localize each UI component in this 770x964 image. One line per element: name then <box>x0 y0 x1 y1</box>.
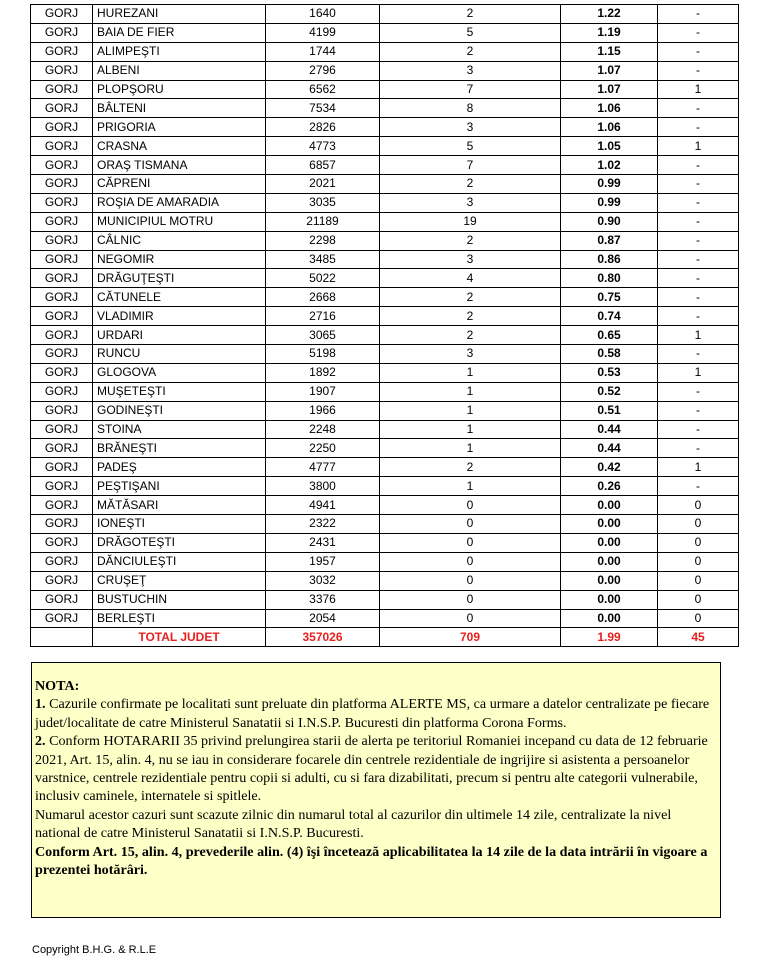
locality-cell: STOINA <box>93 420 266 439</box>
cases-cell: 7 <box>380 80 561 99</box>
table-row <box>31 193 739 212</box>
note-paragraph-3: Numarul acestor cazuri sunt scazute zilnic din numarul total al cazurilor din ultimele 14 zile, centralizate la nivel national de catre Ministerul Sanatatii si I.N.S.P. Bucuresti. <box>35 806 672 842</box>
cases-cell: 1 <box>380 420 561 439</box>
note-box <box>31 662 721 918</box>
cases-cell: 2 <box>380 175 561 194</box>
county-cell: GORJ <box>31 515 93 534</box>
note-paragraph-1 <box>35 695 717 732</box>
table-row <box>31 307 739 326</box>
locality-cell: CRASNA <box>93 137 266 156</box>
table-row <box>31 231 739 250</box>
foci-cell: 0 <box>658 515 739 534</box>
cases-cell: 2 <box>380 288 561 307</box>
note-paragraph-2 <box>35 732 717 806</box>
incidence-rate-cell: 0.44 <box>561 420 658 439</box>
table-row <box>31 515 739 534</box>
table-row <box>31 80 739 99</box>
population-cell: 21189 <box>266 212 380 231</box>
foci-cell: - <box>658 5 739 24</box>
county-cell: GORJ <box>31 345 93 364</box>
county-cell: GORJ <box>31 363 93 382</box>
population-cell: 2322 <box>266 515 380 534</box>
cases-cell: 0 <box>380 552 561 571</box>
foci-cell: - <box>658 212 739 231</box>
table-row <box>31 23 739 42</box>
county-cell: GORJ <box>31 269 93 288</box>
incidence-rate-cell: 0.00 <box>561 533 658 552</box>
population-cell: 2248 <box>266 420 380 439</box>
population-cell: 1640 <box>266 5 380 24</box>
population-cell: 5022 <box>266 269 380 288</box>
foci-cell: - <box>658 175 739 194</box>
incidence-rate-cell: 0.00 <box>561 515 658 534</box>
foci-cell: - <box>658 345 739 364</box>
foci-cell: - <box>658 250 739 269</box>
table-row <box>31 5 739 24</box>
county-cell: GORJ <box>31 288 93 307</box>
incidence-rate-cell: 0.53 <box>561 363 658 382</box>
population-cell: 1744 <box>266 42 380 61</box>
note-paragraph-4: Conform Art. 15, alin. 4, prevederile alin. (4) îşi încetează aplicabilitatea la 14 zile de la data intrării în vigoare a prezentei hotărâri. <box>35 843 708 879</box>
population-cell: 1907 <box>266 382 380 401</box>
incidence-rate-cell: 1.02 <box>561 156 658 175</box>
total-row <box>31 628 739 647</box>
county-cell: GORJ <box>31 458 93 477</box>
cases-cell: 3 <box>380 118 561 137</box>
population-cell: 3485 <box>266 250 380 269</box>
population-cell: 2716 <box>266 307 380 326</box>
table-row <box>31 552 739 571</box>
cases-cell: 2 <box>380 458 561 477</box>
locality-cell: DRĂGOTEŞTI <box>93 533 266 552</box>
note-paragraph-1-number: 1. <box>35 696 46 713</box>
population-cell: 3035 <box>266 193 380 212</box>
county-cell: GORJ <box>31 231 93 250</box>
incidence-rate-cell: 1.19 <box>561 23 658 42</box>
locality-cell: ROŞIA DE AMARADIA <box>93 193 266 212</box>
population-cell: 1957 <box>266 552 380 571</box>
foci-cell: 0 <box>658 609 739 628</box>
county-cell: GORJ <box>31 307 93 326</box>
county-cell: GORJ <box>31 99 93 118</box>
foci-cell: - <box>658 231 739 250</box>
incidence-rate-cell: 0.87 <box>561 231 658 250</box>
county-cell: GORJ <box>31 477 93 496</box>
cases-cell: 1 <box>380 477 561 496</box>
foci-cell: - <box>658 99 739 118</box>
cases-cell: 0 <box>380 571 561 590</box>
locality-cell: RUNCU <box>93 345 266 364</box>
locality-cell: MUNICIPIUL MOTRU <box>93 212 266 231</box>
population-cell: 7534 <box>266 99 380 118</box>
locality-cell: VLADIMIR <box>93 307 266 326</box>
county-cell: GORJ <box>31 496 93 515</box>
cases-cell: 0 <box>380 496 561 515</box>
foci-cell: 0 <box>658 552 739 571</box>
county-cell: GORJ <box>31 175 93 194</box>
cases-cell: 1 <box>380 382 561 401</box>
incidence-rate-cell: 0.90 <box>561 212 658 231</box>
population-cell: 4777 <box>266 458 380 477</box>
population-cell: 2054 <box>266 609 380 628</box>
cases-cell: 0 <box>380 515 561 534</box>
county-cell: GORJ <box>31 590 93 609</box>
table-row <box>31 288 739 307</box>
locality-cell: PLOPŞORU <box>93 80 266 99</box>
cases-cell: 7 <box>380 156 561 175</box>
foci-cell: - <box>658 269 739 288</box>
table-row <box>31 458 739 477</box>
foci-cell: - <box>658 193 739 212</box>
incidence-rate-cell: 0.75 <box>561 288 658 307</box>
foci-cell: - <box>658 23 739 42</box>
incidence-rate-cell: 0.65 <box>561 326 658 345</box>
table-row <box>31 590 739 609</box>
population-cell: 2298 <box>266 231 380 250</box>
locality-cell: URDARI <box>93 326 266 345</box>
foci-cell: 45 <box>658 628 739 647</box>
population-cell: 2431 <box>266 533 380 552</box>
incidence-rate-cell: 0.00 <box>561 590 658 609</box>
incidence-rate-cell: 0.86 <box>561 250 658 269</box>
incidence-rate-cell: 0.99 <box>561 175 658 194</box>
county-cell: GORJ <box>31 250 93 269</box>
foci-cell: 0 <box>658 533 739 552</box>
foci-cell: 1 <box>658 80 739 99</box>
cases-cell: 2 <box>380 231 561 250</box>
incidence-rate-cell: 1.22 <box>561 5 658 24</box>
foci-cell: 1 <box>658 326 739 345</box>
county-cell: GORJ <box>31 609 93 628</box>
population-cell: 2250 <box>266 439 380 458</box>
foci-cell: - <box>658 439 739 458</box>
foci-cell: - <box>658 401 739 420</box>
locality-cell: DĂNCIULEŞTI <box>93 552 266 571</box>
cases-cell: 0 <box>380 590 561 609</box>
population-cell: 2021 <box>266 175 380 194</box>
population-cell: 6562 <box>266 80 380 99</box>
foci-cell: - <box>658 42 739 61</box>
foci-cell: - <box>658 61 739 80</box>
locality-cell: PEŞTIŞANI <box>93 477 266 496</box>
population-cell: 2796 <box>266 61 380 80</box>
county-cell: GORJ <box>31 382 93 401</box>
county-cell: GORJ <box>31 401 93 420</box>
locality-cell: BUSTUCHIN <box>93 590 266 609</box>
note-title: NOTA: <box>35 678 80 694</box>
cases-cell: 19 <box>380 212 561 231</box>
note-paragraph-1-text: Cazurile confirmate pe localitati sunt preluate din platforma ALERTE MS, ca urmare a datelor centralizate pe fiecare judet/localitate de catre Ministerul Sanatatii si I.N.S.P. Bucuresti din platforma Corona Forms. <box>35 696 710 731</box>
population-cell: 1966 <box>266 401 380 420</box>
incidence-rate-cell: 0.51 <box>561 401 658 420</box>
county-cell: GORJ <box>31 439 93 458</box>
locality-cell: GODINEŞTI <box>93 401 266 420</box>
incidence-rate-cell: 1.06 <box>561 99 658 118</box>
table-row <box>31 420 739 439</box>
table-row <box>31 212 739 231</box>
population-cell: 4941 <box>266 496 380 515</box>
locality-cell: IONEŞTI <box>93 515 266 534</box>
cases-cell: 2 <box>380 326 561 345</box>
county-cell: GORJ <box>31 118 93 137</box>
cases-cell: 709 <box>380 628 561 647</box>
incidence-rate-cell: 0.00 <box>561 496 658 515</box>
incidence-rate-cell: 1.15 <box>561 42 658 61</box>
locality-cell: ALBENI <box>93 61 266 80</box>
cases-cell: 3 <box>380 61 561 80</box>
table-row <box>31 609 739 628</box>
foci-cell: 0 <box>658 571 739 590</box>
population-cell: 6857 <box>266 156 380 175</box>
locality-cell: CĂPRENI <box>93 175 266 194</box>
cases-cell: 3 <box>380 250 561 269</box>
cases-cell: 5 <box>380 23 561 42</box>
incidence-rate-cell: 0.00 <box>561 552 658 571</box>
incidence-rate-cell: 0.26 <box>561 477 658 496</box>
county-cell: GORJ <box>31 137 93 156</box>
cases-cell: 0 <box>380 533 561 552</box>
locality-cell: MUŞETEŞTI <box>93 382 266 401</box>
foci-cell: 0 <box>658 590 739 609</box>
table-row <box>31 363 739 382</box>
incidence-rate-cell: 0.00 <box>561 571 658 590</box>
locality-cell: GLOGOVA <box>93 363 266 382</box>
copyright: Copyright B.H.G. & R.L.E <box>32 944 157 956</box>
foci-cell: 0 <box>658 496 739 515</box>
foci-cell: - <box>658 288 739 307</box>
locality-cell: BRĂNEŞTI <box>93 439 266 458</box>
cases-cell: 1 <box>380 401 561 420</box>
county-cell: GORJ <box>31 5 93 24</box>
cases-cell: 1 <box>380 439 561 458</box>
incidence-rate-cell: 1.05 <box>561 137 658 156</box>
table-row <box>31 401 739 420</box>
cases-cell: 8 <box>380 99 561 118</box>
incidence-rate-cell: 1.99 <box>561 628 658 647</box>
localities-table <box>30 4 739 647</box>
county-cell: GORJ <box>31 23 93 42</box>
table-row <box>31 382 739 401</box>
table-row <box>31 439 739 458</box>
population-cell: 3032 <box>266 571 380 590</box>
population-cell: 4773 <box>266 137 380 156</box>
cases-cell: 5 <box>380 137 561 156</box>
localities-table-body <box>31 5 739 647</box>
population-cell: 5198 <box>266 345 380 364</box>
cases-cell: 0 <box>380 609 561 628</box>
locality-cell: CÂLNIC <box>93 231 266 250</box>
table-row <box>31 496 739 515</box>
table-row <box>31 533 739 552</box>
incidence-rate-cell: 0.00 <box>561 609 658 628</box>
cases-cell: 3 <box>380 345 561 364</box>
county-cell: GORJ <box>31 80 93 99</box>
foci-cell: 1 <box>658 363 739 382</box>
locality-cell: MĂTĂSARI <box>93 496 266 515</box>
table-row <box>31 61 739 80</box>
population-cell: 1892 <box>266 363 380 382</box>
incidence-rate-cell: 1.06 <box>561 118 658 137</box>
county-cell: GORJ <box>31 212 93 231</box>
county-cell: GORJ <box>31 326 93 345</box>
county-cell: GORJ <box>31 420 93 439</box>
foci-cell: - <box>658 477 739 496</box>
table-row <box>31 156 739 175</box>
population-cell: 357026 <box>266 628 380 647</box>
cases-cell: 2 <box>380 307 561 326</box>
population-cell: 3065 <box>266 326 380 345</box>
population-cell: 3800 <box>266 477 380 496</box>
incidence-rate-cell: 0.99 <box>561 193 658 212</box>
table-row <box>31 175 739 194</box>
county-cell <box>31 628 93 647</box>
cases-cell: 2 <box>380 5 561 24</box>
cases-cell: 2 <box>380 42 561 61</box>
note-paragraph-2-text: Conform HOTARARII 35 privind prelungirea starii de alerta pe teritoriul Romaniei incepand cu data de 12 februarie 2021, Art. 15, alin. 4, nu se iau in considerare focarele din centrele rezidentiale de ingrijire si asistenta a persoanelor varstnice, centrele rezidentiale pentru copii si adulti, cu si fara dizabilitati, precum si pentru alte categorii vulnerabile, inclusiv caminele, internatele si spitlele. <box>35 733 708 805</box>
county-cell: GORJ <box>31 533 93 552</box>
population-cell: 4199 <box>266 23 380 42</box>
locality-cell: ORAŞ TISMANA <box>93 156 266 175</box>
cases-cell: 3 <box>380 193 561 212</box>
foci-cell: 1 <box>658 137 739 156</box>
locality-cell: CĂTUNELE <box>93 288 266 307</box>
table-row <box>31 250 739 269</box>
foci-cell: 1 <box>658 458 739 477</box>
table-row <box>31 99 739 118</box>
table-row <box>31 345 739 364</box>
table-row <box>31 42 739 61</box>
locality-cell: NEGOMIR <box>93 250 266 269</box>
incidence-rate-cell: 0.74 <box>561 307 658 326</box>
foci-cell: - <box>658 382 739 401</box>
note-paragraph-2-number: 2. <box>35 733 46 750</box>
table-row <box>31 137 739 156</box>
locality-cell: HUREZANI <box>93 5 266 24</box>
locality-cell: BERLEŞTI <box>93 609 266 628</box>
county-cell: GORJ <box>31 571 93 590</box>
foci-cell: - <box>658 420 739 439</box>
locality-cell: BAIA DE FIER <box>93 23 266 42</box>
incidence-rate-cell: 1.07 <box>561 61 658 80</box>
incidence-rate-cell: 1.07 <box>561 80 658 99</box>
incidence-rate-cell: 0.44 <box>561 439 658 458</box>
locality-cell: PRIGORIA <box>93 118 266 137</box>
county-cell: GORJ <box>31 42 93 61</box>
county-cell: GORJ <box>31 61 93 80</box>
foci-cell: - <box>658 118 739 137</box>
population-cell: 3376 <box>266 590 380 609</box>
county-cell: GORJ <box>31 156 93 175</box>
locality-cell: CRUŞEŢ <box>93 571 266 590</box>
locality-cell: TOTAL JUDET <box>93 628 266 647</box>
locality-cell: BÂLTENI <box>93 99 266 118</box>
cases-cell: 1 <box>380 363 561 382</box>
foci-cell: - <box>658 307 739 326</box>
table-row <box>31 326 739 345</box>
table-row <box>31 118 739 137</box>
locality-cell: PADEŞ <box>93 458 266 477</box>
locality-cell: ALIMPEŞTI <box>93 42 266 61</box>
table-row <box>31 571 739 590</box>
population-cell: 2668 <box>266 288 380 307</box>
locality-cell: DRĂGUŢEŞTI <box>93 269 266 288</box>
incidence-rate-cell: 0.52 <box>561 382 658 401</box>
county-cell: GORJ <box>31 193 93 212</box>
county-cell: GORJ <box>31 552 93 571</box>
foci-cell: - <box>658 156 739 175</box>
incidence-rate-cell: 0.42 <box>561 458 658 477</box>
incidence-rate-cell: 0.58 <box>561 345 658 364</box>
table-row <box>31 477 739 496</box>
population-cell: 2826 <box>266 118 380 137</box>
cases-cell: 4 <box>380 269 561 288</box>
incidence-rate-cell: 0.80 <box>561 269 658 288</box>
table-row <box>31 269 739 288</box>
